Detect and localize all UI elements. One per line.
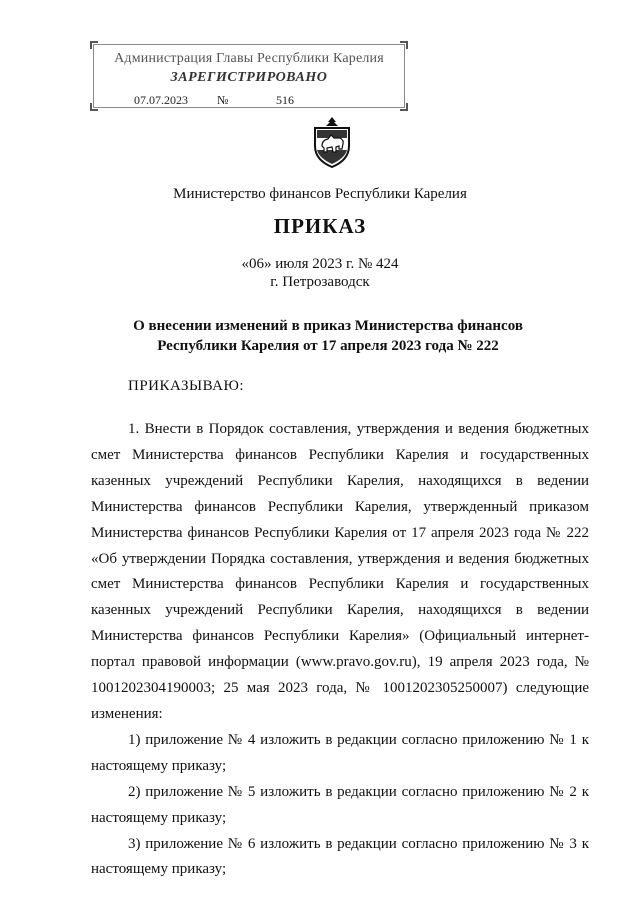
stamp-registration-details [134, 93, 294, 108]
stamp-registered: ЗАРЕГИСТРИРОВАНО [170, 70, 328, 85]
stamp-authority: Администрация Главы Республики Карелия [114, 51, 384, 66]
stamp-number: 516 [276, 93, 294, 107]
order-word: ПРИКАЗЫВАЮ: [128, 378, 245, 394]
paragraph: 1) приложение № 4 изложить в редакции согласно приложению № 1 к настоящему приказу; [91, 731, 589, 774]
stamp-date: 07.07.2023 [134, 93, 188, 107]
ministry-name: Министерство финансов Республики Карелия [173, 186, 467, 202]
document-date-number: «06» июля 2023 г. № 424 [241, 256, 399, 272]
paragraph: 1. Внести в Порядок составления, утверждения и ведения бюджетных смет Министерства финансов Республики Карелия и государственных казенных учреждений Республики Карелия, находящихся в ведении Министерства финансов Республики Карелия, утвержденный приказом Министерства финансов Республики Карелия от 17 апреля 2023 года № 222 «Об утверждении Порядка составления, утверждения и ведения бюджетных смет Министерства финансов Республики Карелия и государственных казенных учреждений Республики Карелия, находящихся в ведении Министерства финансов Республики Карелия» (Официальный интернет-портал правовой информации (www.pravo.gov.ru), 19 апреля 2023 года, № 1001202304190003; 25 мая 2023 года, № 1001202305250007) следующие изменения: [91, 421, 589, 722]
stamp-corner-mark [400, 103, 408, 111]
paragraph: 2) приложение № 5 изложить в редакции согласно приложению № 2 к настоящему приказу; [91, 783, 589, 826]
stamp-corner-mark [400, 41, 408, 49]
coat-of-arms-icon [311, 116, 353, 168]
stamp-corner-mark [90, 103, 98, 111]
paragraph: 3) приложение № 6 изложить в редакции согласно приложению № 3 к настоящему приказу; [91, 835, 589, 878]
registration-stamp [93, 44, 405, 108]
stamp-number-label: № [217, 93, 229, 107]
document-body [91, 417, 589, 883]
document-subject: О внесении изменений в приказ Министерства финансов Республики Карелия от 17 апреля 2023 года № 222 [133, 318, 523, 354]
document-title: ПРИКАЗ [273, 214, 367, 238]
document-city: г. Петрозаводск [270, 274, 370, 290]
stamp-corner-mark [90, 41, 98, 49]
